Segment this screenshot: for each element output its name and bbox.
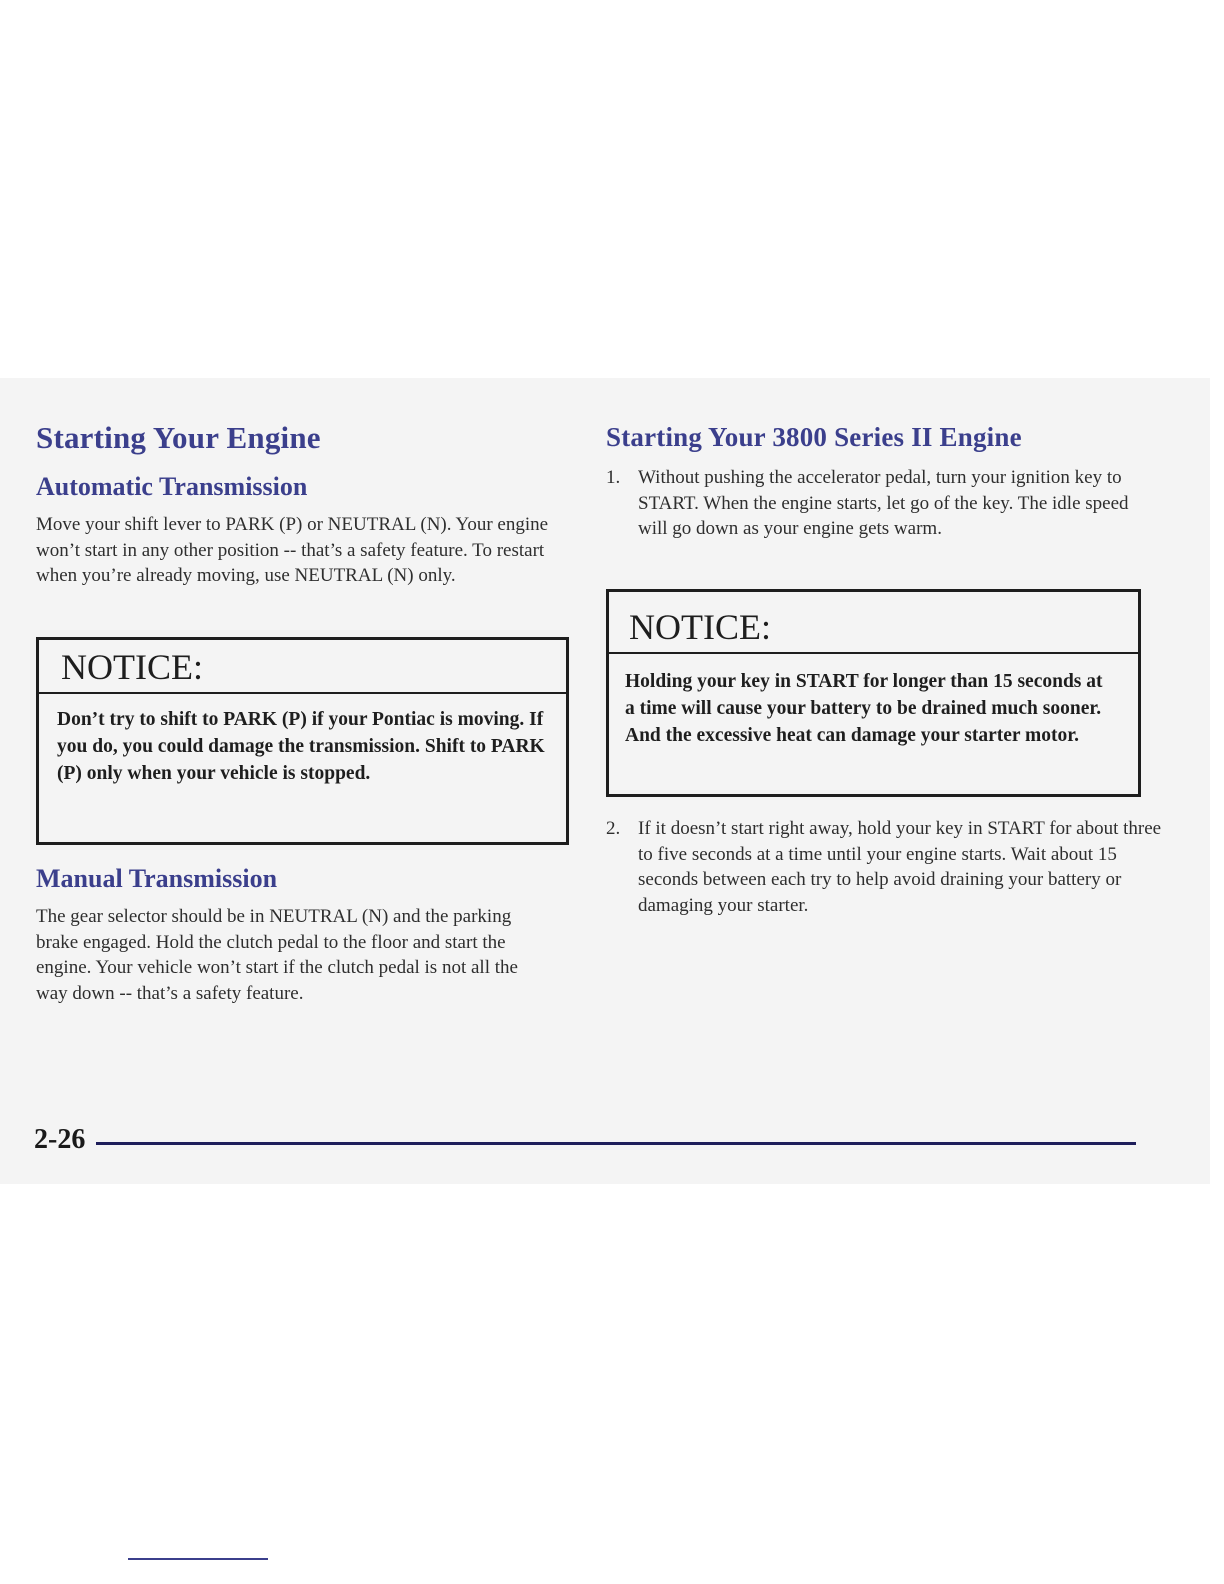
step-text: If it doesn’t start right away, hold your key in START for about three to five seconds at a time until your engine starts. Wait about 15 seconds between each try to help avoid draining your battery or damaging your starter. — [638, 818, 1162, 916]
notice-heading: NOTICE: — [609, 592, 1138, 654]
notice-box-starter — [606, 589, 1141, 797]
notice-box-park — [36, 637, 569, 845]
divider-line — [128, 1558, 268, 1560]
notice-text: Holding your key in START for longer than 15 seconds at a time will cause your battery to be drained much sooner. And the excessive heat can damage your starter motor. — [625, 671, 1103, 746]
notice-text: Don’t try to shift to PARK (P) if your Pontiac is moving. If you do, you could damage the transmission. Shift to PARK (P) only when your vehicle is stopped. — [57, 709, 545, 784]
manual-transmission-text: The gear selector should be in NEUTRAL (N) and the parking brake engaged. Hold the clutch pedal to the floor and start the engine. Your vehicle won’t start if the clutch pedal is not all the way down -- that’s a safety feature. — [36, 906, 518, 1004]
heading-automatic-transmission: Automatic Transmission — [36, 472, 308, 501]
step-1 — [606, 465, 1138, 542]
step-2 — [606, 816, 1168, 918]
step-number: 1. — [606, 467, 621, 488]
automatic-transmission-text: Move your shift lever to PARK (P) or NEUTRAL (N). Your engine won’t start in any other position -- that’s a safety feature. To restart when you’re already moving, use NEUTRAL (N) only. — [36, 514, 549, 586]
page-number: 2-26 — [34, 1124, 86, 1155]
section-title-3800-engine: Starting Your 3800 Series II Engine — [606, 422, 1022, 452]
step-text: Without pushing the accelerator pedal, turn your ignition key to START. When the engine starts, let go of the key. The idle speed will go down as your engine gets warm. — [638, 467, 1129, 539]
heading-manual-transmission: Manual Transmission — [36, 864, 278, 893]
footer-rule — [96, 1142, 1136, 1145]
step-number: 2. — [606, 818, 621, 839]
section-title-starting-engine: Starting Your Engine — [36, 420, 321, 455]
notice-heading: NOTICE: — [39, 640, 566, 694]
